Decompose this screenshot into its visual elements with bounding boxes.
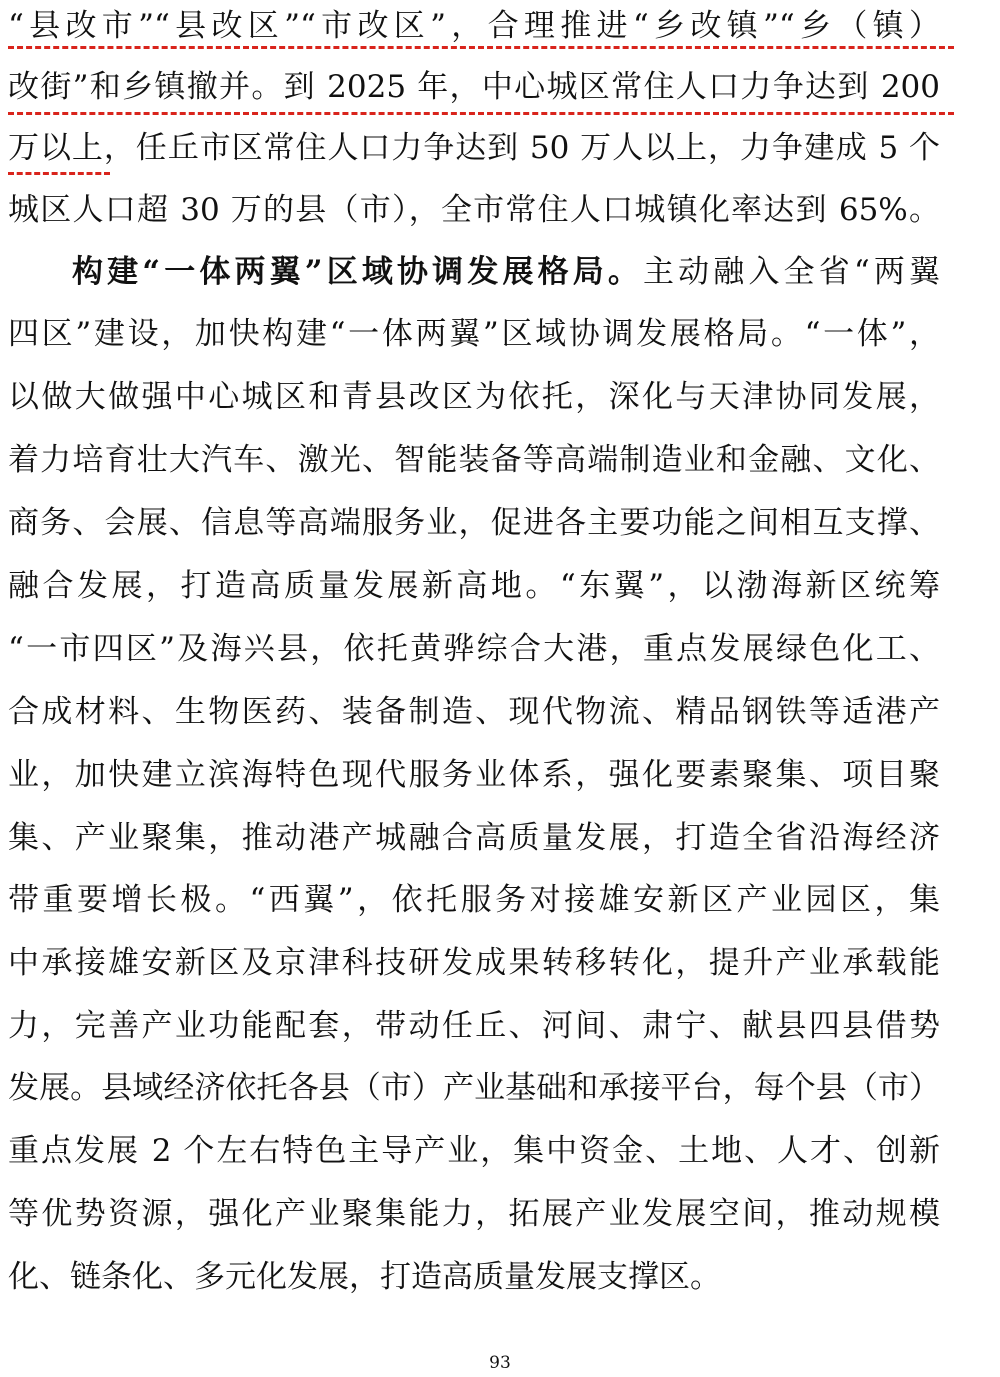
text-line: 以做大做强中心城区和青县改区为依托，深化与天津协同发展， — [8, 379, 940, 415]
text-line: 业，加快建立滨海特色现代服务业体系，强化要素聚集、项目聚 — [8, 757, 940, 793]
text-line: 化、链条化、多元化发展，打造高质量发展支撑区。 — [8, 1259, 721, 1295]
text-line: 城区人口超 30 万的县（市），全市常住人口城镇化率达到 65%。 — [8, 192, 940, 228]
text-line: 集、产业聚集，推动港产城融合高质量发展，打造全省沿海经济 — [8, 820, 940, 856]
text-line: 带重要增长极。“西翼”，依托服务对接雄安新区产业园区，集 — [8, 882, 940, 918]
text-line: 商务、会展、信息等高端服务业，促进各主要功能之间相互支撑、 — [8, 505, 940, 541]
red-dashed-underline — [8, 112, 954, 115]
paragraph-first-line — [72, 244, 940, 300]
text-line: “一市四区”及海兴县，依托黄骅综合大港，重点发展绿色化工、 — [8, 631, 940, 667]
text-line: 重点发展 2 个左右特色主导产业，集中资金、土地、人才、创新 — [8, 1133, 940, 1169]
text-line: 力，完善产业功能配套，带动任丘、河间、肃宁、献县四县借势 — [8, 1008, 940, 1044]
text-line: 中承接雄安新区及京津科技研发成果转移转化，提升产业承载能 — [8, 945, 940, 981]
section-heading: 构建“一体两翼”区域协调发展格局。 — [72, 254, 644, 290]
text-line: 合成材料、生物医药、装备制造、现代物流、精品钢铁等适港产 — [8, 694, 940, 730]
text-line: 万以上，任丘市区常住人口力争达到 50 万人以上，力争建成 5 个 — [8, 130, 940, 166]
red-dashed-underline — [8, 46, 954, 49]
text-line: 等优势资源，强化产业聚集能力，拓展产业发展空间，推动规模 — [8, 1196, 940, 1232]
text-line: 着力培育壮大汽车、激光、智能装备等高端制造业和金融、文化、 — [8, 442, 940, 478]
page-number: 93 — [489, 1353, 511, 1373]
text-line: 四区”建设，加快构建“一体两翼”区域协调发展格局。“一体”， — [8, 316, 940, 352]
red-dashed-underline — [8, 172, 110, 175]
text-line: 发展。县域经济依托各县（市）产业基础和承接平台，每个县（市） — [8, 1070, 940, 1106]
text-line: “县改市”“县改区”“市改区”，合理推进“乡改镇”“乡（镇） — [8, 8, 940, 44]
text-line: 融合发展，打造高质量发展新高地。“东翼”，以渤海新区统筹 — [8, 568, 940, 604]
text-span: 主动融入全省“两翼 — [643, 254, 940, 290]
text-line: 改街”和乡镇撤并。到 2025 年，中心城区常住人口力争达到 200 — [8, 69, 940, 105]
